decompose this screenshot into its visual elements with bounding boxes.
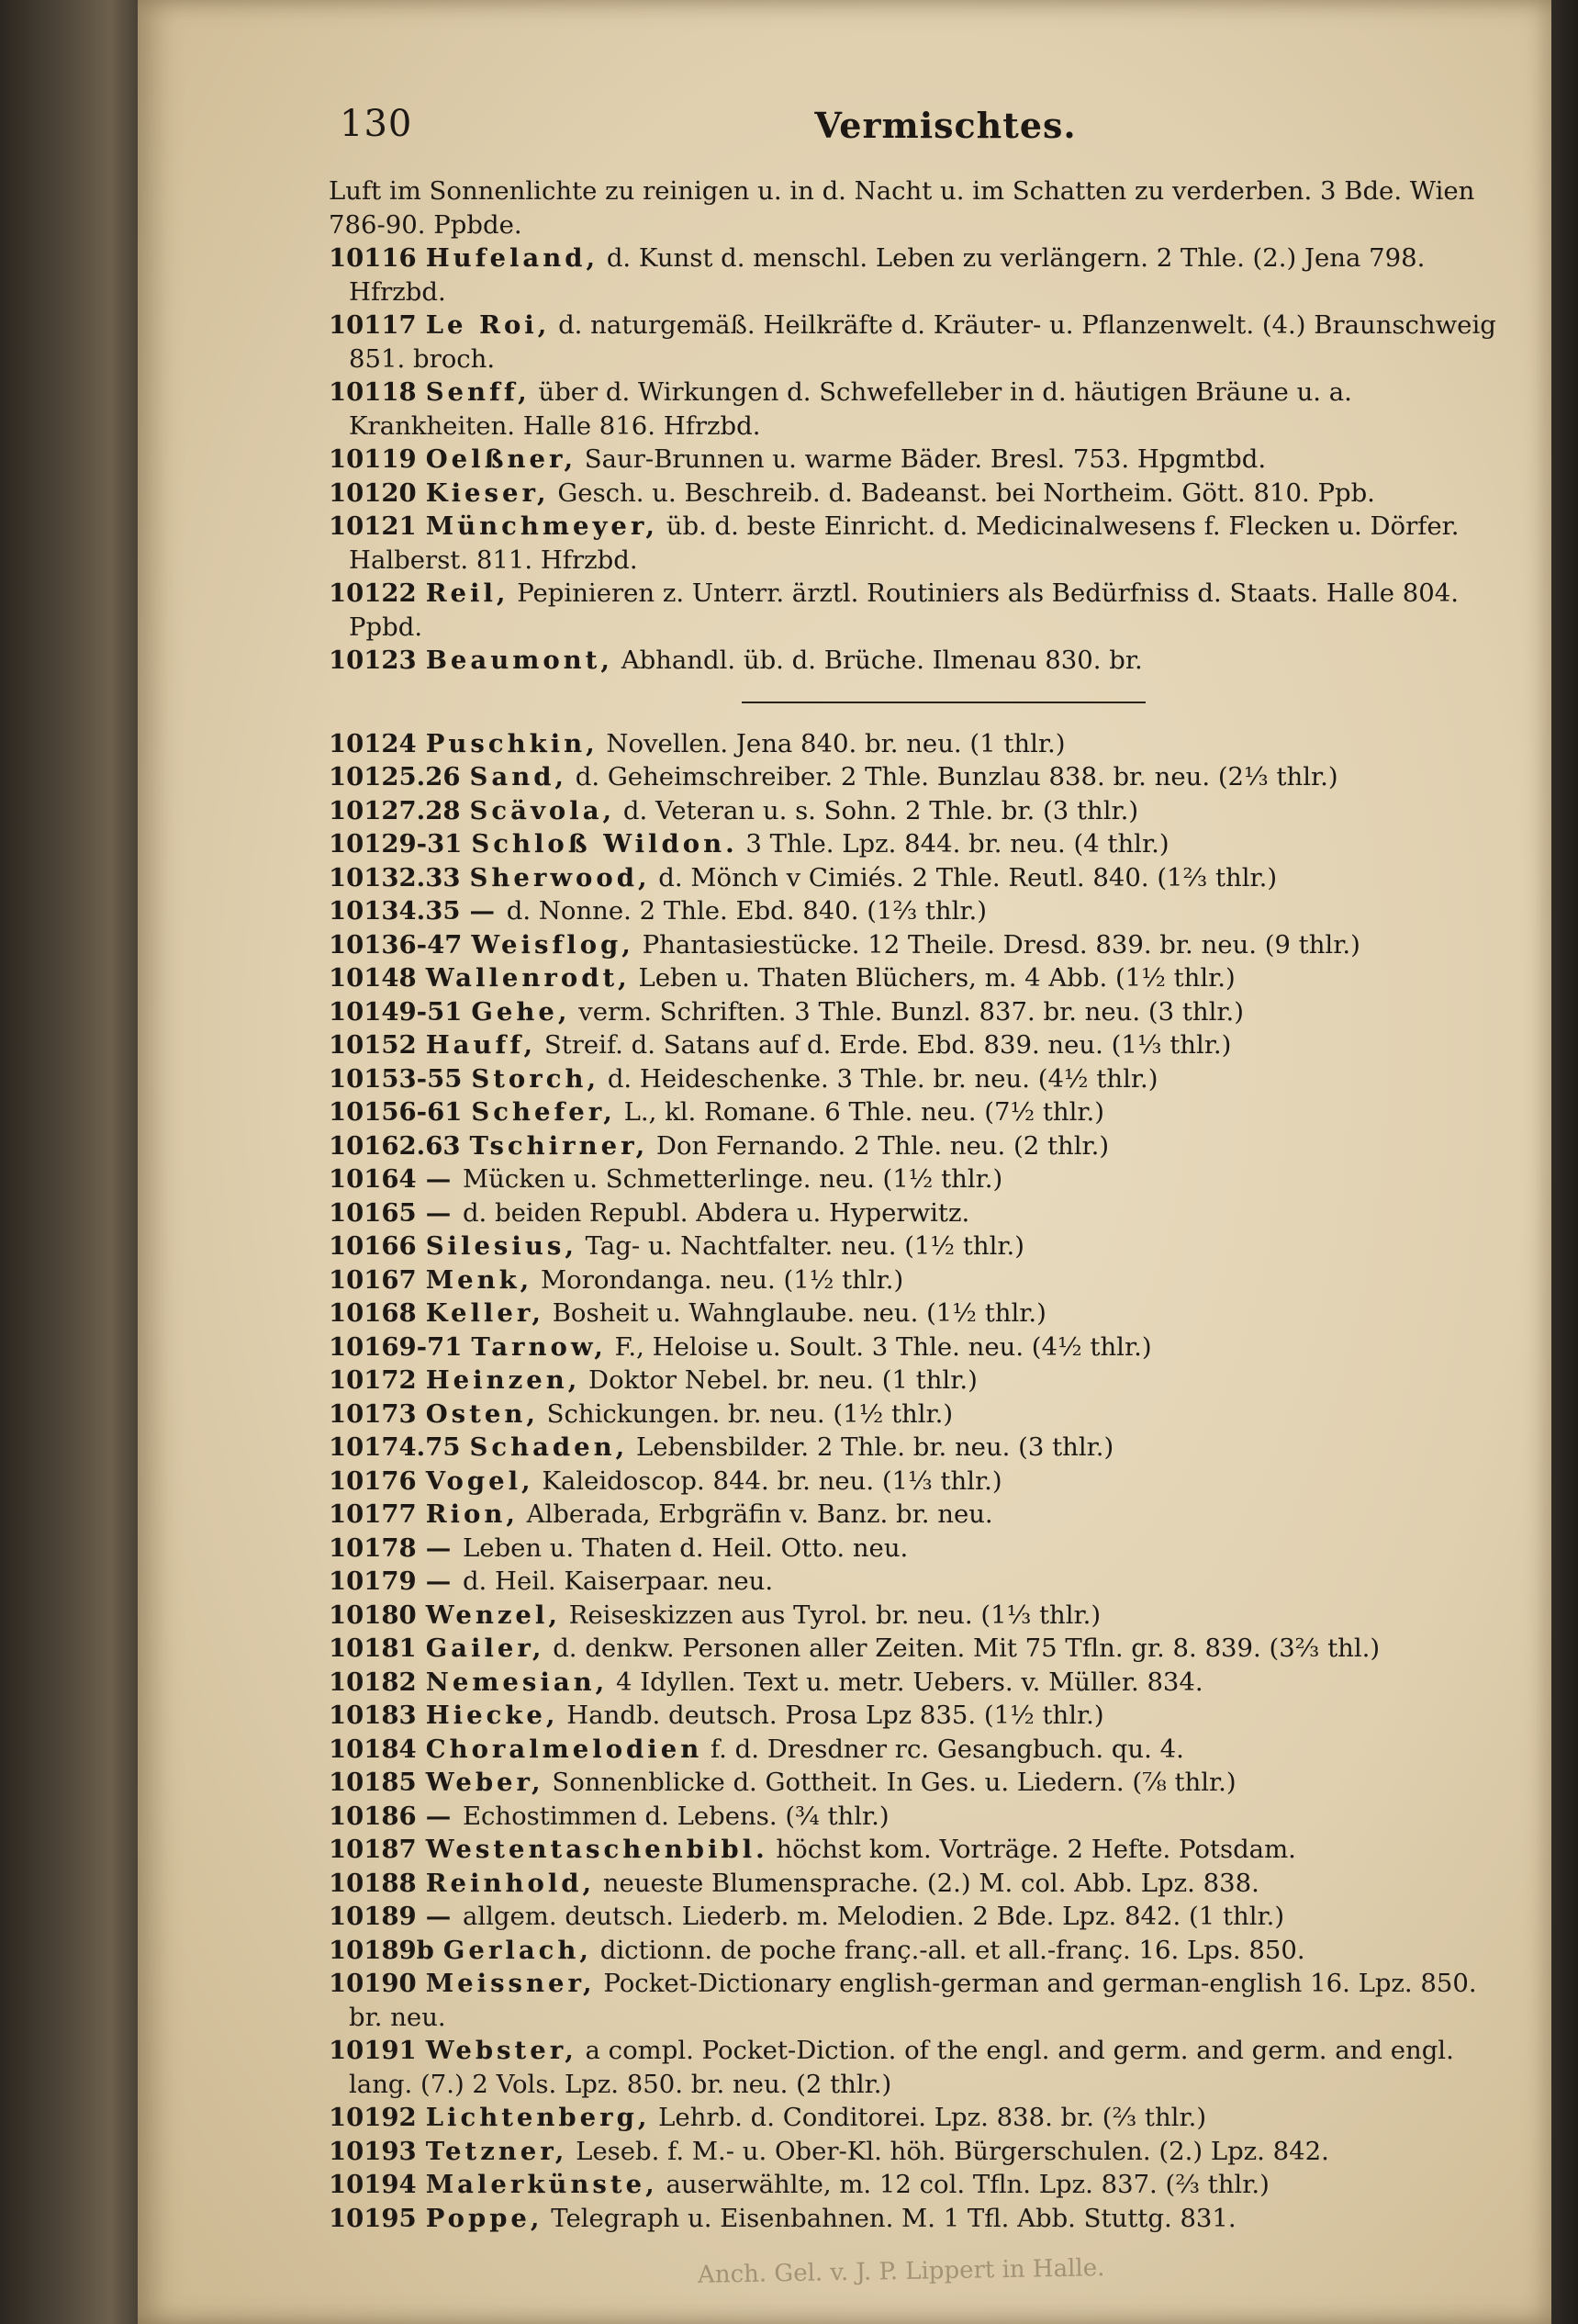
entry-number: 10153-55	[329, 1063, 463, 1094]
entry-text: d. naturgemäß. Heilkräfte d. Kräuter- u. Pflanzenwelt. (4.) Braunschweig 851. broch.	[349, 310, 1496, 374]
entry-author: Schaden,	[469, 1432, 629, 1462]
catalog-entry	[329, 1263, 1504, 1297]
entry-text: verm. Schriften. 3 Thle. Bunzl. 837. br. neu. (3 thlr.)	[578, 996, 1244, 1027]
entry-number: 10187	[329, 1835, 417, 1864]
catalog-entry	[329, 1330, 1504, 1364]
catalog-entry	[329, 1766, 1504, 1800]
catalog-entry	[329, 794, 1504, 828]
catalog-entry	[329, 1229, 1504, 1263]
entry-author: Tetzner,	[425, 2136, 568, 2166]
continuation-text: Luft im Sonnenlichte zu reinigen u. in d. Nacht u. im Schatten zu verderben. 3 Bde. Wien 786-90. Ppbde.	[329, 176, 1483, 240]
entry-number: 10116	[329, 243, 417, 273]
entry-author: Kieser,	[425, 477, 550, 508]
entry-text: d. Kunst d. menschl. Leben zu verlängern. 2 Thle. (2.) Jena 798. Hfrzbd.	[349, 243, 1426, 307]
catalog-entry	[329, 1532, 1504, 1566]
section-divider	[742, 702, 1146, 703]
catalog-entry	[329, 1465, 1504, 1499]
entry-text: Lehrb. d. Conditorei. Lpz. 838. br. (⅔ thlr.)	[658, 2103, 1207, 2132]
entry-text: Leseb. f. M.- u. Ober-Kl. höh. Bürgerschulen. (2.) Lpz. 842.	[576, 2136, 1329, 2166]
entry-text: Reiseskizzen aus Tyrol. br. neu. (1⅓ thlr.)	[568, 1600, 1102, 1630]
catalog-entry	[329, 1934, 1504, 1968]
entry-author: Senff,	[425, 377, 531, 407]
catalog-entry	[329, 2101, 1504, 2135]
entry-number: 10176	[329, 1465, 417, 1496]
entry-number: 10165	[329, 1197, 417, 1228]
catalog-entry	[329, 477, 1504, 511]
entry-author: —	[469, 896, 499, 926]
entry-number: 10122	[329, 578, 417, 608]
entry-text: über d. Wirkungen d. Schwefelleber in d. häutigen Bräune u. a. Krankheiten. Halle 816. Hfrzbd.	[349, 377, 1352, 441]
entry-author: Münchmeyer,	[425, 511, 658, 541]
entry-author: Malerkünste,	[425, 2170, 658, 2199]
entry-number: 10164	[329, 1164, 417, 1194]
page-header	[202, 103, 1505, 158]
entry-number: 10118	[329, 377, 417, 407]
catalog-entry	[329, 1297, 1504, 1330]
entry-text: Kaleidoscop. 844. br. neu. (1⅓ thlr.)	[542, 1465, 1002, 1496]
catalog-entry	[329, 1800, 1504, 1834]
entry-author: Gehe,	[471, 996, 571, 1027]
entry-author: Westentaschenbibl.	[425, 1835, 768, 1864]
catalog-entry	[329, 1632, 1504, 1666]
entry-number: 10134.35	[329, 896, 461, 926]
entry-author: Wallenrodt,	[425, 963, 631, 993]
catalog-entry	[329, 2202, 1504, 2236]
entry-number: 10168	[329, 1298, 417, 1328]
entry-number: 10120	[329, 477, 417, 508]
entry-number: 10123	[329, 646, 417, 675]
entry-number: 10129-31	[329, 829, 463, 859]
entry-text: Mücken u. Schmetterlinge. neu. (1½ thlr.)	[462, 1164, 1003, 1194]
entry-text: Lebensbilder. 2 Thle. br. neu. (3 thlr.)	[635, 1432, 1114, 1462]
entry-number: 10173	[329, 1398, 417, 1429]
catalog-entry	[329, 861, 1504, 895]
entry-text: Abhandl. üb. d. Brüche. Ilmenau 830. br.	[621, 646, 1143, 675]
catalog-entry	[329, 1062, 1504, 1096]
entry-text: F., Heloise u. Soult. 3 Thle. neu. (4½ thlr.)	[614, 1331, 1152, 1362]
entry-number: 10119	[329, 444, 417, 474]
entry-text: auserwählte, m. 12 col. Tfln. Lpz. 837. (⅔ thlr.)	[666, 2170, 1270, 2199]
entry-text: 4 Idyllen. Text u. metr. Uebers. v. Müller. 834.	[615, 1667, 1203, 1697]
bleed-through-text: Anch. Gel. v. J. P. Lippert in Halle.	[697, 2254, 1105, 2289]
entry-number: 10178	[329, 1532, 417, 1563]
catalog-entry	[329, 1431, 1504, 1465]
running-head: Vermischtes.	[814, 105, 1077, 146]
entry-text: Phantasiestücke. 12 Theile. Dresd. 839. br. neu. (9 thlr.)	[642, 929, 1360, 960]
catalog-entry	[329, 1196, 1504, 1230]
entry-author: Weisflog,	[471, 929, 634, 960]
entry-author: Hiecke,	[425, 1701, 559, 1730]
entry-text: dictionn. de poche franç.-all. et all.-franç. 16. Lps. 850.	[599, 1935, 1305, 1965]
entry-text: Handb. deutsch. Prosa Lpz 835. (1½ thlr.)	[566, 1701, 1104, 1730]
entry-group-medicine	[329, 241, 1504, 678]
entry-number: 10136-47	[329, 929, 463, 960]
entry-number: 10169-71	[329, 1331, 463, 1362]
catalog-entry	[329, 760, 1504, 794]
entry-number: 10181	[329, 1634, 417, 1663]
entry-text: neueste Blumensprache. (2.) M. col. Abb. Lpz. 838.	[602, 1868, 1259, 1898]
entry-text: d. Heideschenke. 3 Thle. br. neu. (4½ thlr.)	[607, 1063, 1158, 1094]
entry-author: Tschirner,	[469, 1130, 649, 1161]
entry-number: 10189b	[329, 1935, 434, 1965]
entry-text: Pepinieren z. Unterr. ärztl. Routiniers als Bedürfniss d. Staats. Halle 804. Ppbd.	[349, 578, 1460, 642]
entry-number: 10125.26	[329, 762, 461, 792]
entry-author: Sand,	[469, 762, 567, 792]
entry-number: 10167	[329, 1264, 417, 1295]
catalog-entry	[329, 1900, 1504, 1934]
entry-number: 10183	[329, 1701, 417, 1730]
entry-text: Novellen. Jena 840. br. neu. (1 thlr.)	[606, 728, 1066, 758]
catalog-entry	[329, 894, 1504, 928]
entry-number: 10149-51	[329, 996, 463, 1027]
entry-author: —	[425, 1197, 455, 1228]
entry-author: Rion,	[425, 1499, 519, 1529]
entry-text: L., kl. Romane. 6 Thle. neu. (7½ thlr.)	[623, 1097, 1105, 1127]
entry-text: Alberada, Erbgräfin v. Banz. br. neu.	[526, 1499, 993, 1529]
catalog-entry	[329, 1498, 1504, 1532]
entry-author: Scävola,	[469, 795, 616, 825]
entry-text: Gesch. u. Beschreib. d. Badeanst. bei Northeim. Gött. 810. Ppb.	[557, 477, 1375, 508]
catalog-entry	[329, 1129, 1504, 1163]
entry-author: Osten,	[425, 1398, 539, 1429]
entry-author: Puschkin,	[425, 728, 599, 758]
entry-author: Le Roi,	[425, 310, 551, 340]
catalog-entry	[329, 1867, 1504, 1901]
entry-number: 10174.75	[329, 1432, 461, 1462]
entry-number: 10192	[329, 2103, 417, 2132]
catalog-entry	[329, 995, 1504, 1029]
catalog-entry	[329, 309, 1504, 376]
catalog-entry	[329, 1364, 1504, 1398]
entry-number: 10189	[329, 1902, 417, 1931]
entry-text: d. Mönch v Cimiés. 2 Thle. Reutl. 840. (1⅔ thlr.)	[658, 862, 1278, 893]
entry-group-miscellany	[329, 727, 1504, 2236]
entry-text: Morondanga. neu. (1½ thlr.)	[541, 1264, 904, 1295]
catalog-entry	[329, 1398, 1504, 1431]
entry-author: —	[425, 1532, 455, 1563]
entry-author: Nemesian,	[425, 1667, 609, 1697]
catalog-entry	[329, 1095, 1504, 1129]
entry-number: 10193	[329, 2136, 417, 2166]
entry-number: 10190	[329, 1969, 417, 1998]
entry-number: 10191	[329, 2036, 417, 2065]
entry-number: 10188	[329, 1868, 417, 1898]
catalog-entry	[329, 928, 1504, 962]
entry-number: 10180	[329, 1600, 417, 1630]
entry-number: 10195	[329, 2203, 417, 2233]
entry-number: 10194	[329, 2170, 417, 2199]
entry-text: Telegraph u. Eisenbahnen. M. 1 Tfl. Abb. Stuttg. 831.	[551, 2203, 1237, 2233]
entry-text: d. beiden Republ. Abdera u. Hyperwitz.	[462, 1197, 970, 1228]
entry-text: Doktor Nebel. br. neu. (1 thlr.)	[588, 1365, 978, 1395]
entry-text: a compl. Pocket-Diction. of the engl. and germ. and germ. and engl. lang. (7.) 2 Vols. Lpz. 850. br. neu. (2 thlr.)	[349, 2036, 1454, 2099]
entry-number: 10156-61	[329, 1097, 463, 1127]
catalog-entry	[329, 443, 1504, 477]
entry-author: Heinzen,	[425, 1365, 581, 1395]
entry-author: Webster,	[425, 2036, 577, 2065]
entry-number: 10124	[329, 728, 417, 758]
entry-text: Leben u. Thaten d. Heil. Otto. neu.	[462, 1532, 909, 1563]
entry-text: f. d. Dresdner rc. Gesangbuch. qu. 4.	[710, 1734, 1184, 1764]
entry-author: Meissner,	[425, 1969, 596, 1998]
entry-number: 10127.28	[329, 795, 461, 825]
catalog-entry	[329, 1599, 1504, 1633]
entry-author: Lichtenberg,	[425, 2103, 651, 2132]
catalog-entry	[329, 376, 1504, 443]
catalog-entry	[329, 1028, 1504, 1062]
catalog-entry	[329, 2135, 1504, 2169]
catalog-entry	[329, 1699, 1504, 1733]
entry-text: Saur-Brunnen u. warme Bäder. Bresl. 753. Hpgmtbd.	[584, 444, 1267, 474]
entry-author: Sherwood,	[469, 862, 651, 893]
entry-text: d. Geheimschreiber. 2 Thle. Bunzlau 838. br. neu. (2⅓ thlr.)	[575, 762, 1338, 792]
catalog-entry	[329, 2168, 1504, 2202]
catalog-entry	[329, 727, 1504, 761]
entry-author: Gailer,	[425, 1634, 545, 1663]
entry-author: —	[425, 1566, 455, 1596]
entry-number: 10172	[329, 1365, 417, 1395]
entry-author: Silesius,	[425, 1231, 577, 1261]
entry-author: Weber,	[425, 1768, 544, 1797]
entry-author: Reinhold,	[425, 1868, 596, 1898]
catalog-entry	[329, 1162, 1504, 1196]
entry-number: 10162.63	[329, 1130, 461, 1161]
catalog-entry	[329, 510, 1504, 577]
catalog-entry	[329, 644, 1504, 678]
entry-number: 10132.33	[329, 862, 461, 893]
entry-text: Streif. d. Satans auf d. Erde. Ebd. 839. neu. (1⅓ thlr.)	[543, 1030, 1232, 1060]
catalog-entry	[329, 1733, 1504, 1767]
entry-author: Schefer,	[471, 1097, 616, 1127]
entry-number: 10182	[329, 1667, 417, 1697]
catalog-entry	[329, 961, 1504, 995]
catalog-entry	[329, 1967, 1504, 2034]
entry-author: Gerlach,	[442, 1935, 592, 1965]
entry-author: Schloß Wildon.	[471, 829, 738, 859]
entry-text: höchst kom. Vorträge. 2 Hefte. Potsdam.	[776, 1835, 1296, 1864]
entry-text: Schickungen. br. neu. (1½ thlr.)	[546, 1398, 954, 1429]
entry-text: Bosheit u. Wahnglaube. neu. (1½ thlr.)	[552, 1298, 1046, 1328]
entry-number: 10186	[329, 1801, 417, 1831]
entry-text: Sonnenblicke d. Gottheit. In Ges. u. Liedern. (⅞ thlr.)	[552, 1768, 1237, 1797]
entry-number: 10184	[329, 1734, 417, 1764]
entry-author: —	[425, 1902, 455, 1931]
catalog-entry	[329, 241, 1504, 309]
entry-number: 10121	[329, 511, 417, 541]
entry-text: üb. d. beste Einricht. d. Medicinalwesens f. Flecken u. Dörfer. Halberst. 811. Hfrzbd.	[349, 511, 1460, 575]
entry-text: d. Veteran u. s. Sohn. 2 Thle. br. (3 thlr.)	[622, 795, 1139, 825]
entry-number: 10117	[329, 310, 417, 340]
entry-number: 10177	[329, 1499, 417, 1529]
entry-author: Menk,	[425, 1264, 533, 1295]
entry-author: —	[425, 1164, 455, 1194]
entry-text: d. denkw. Personen aller Zeiten. Mit 75 Tfln. gr. 8. 839. (3⅔ thl.)	[553, 1634, 1381, 1663]
entry-text: Leben u. Thaten Blüchers, m. 4 Abb. (1½ thlr.)	[638, 963, 1236, 993]
entry-number: 10185	[329, 1768, 417, 1797]
catalog-entry	[329, 2034, 1504, 2101]
entry-author: Oelßner,	[425, 444, 577, 474]
catalog-entry	[329, 1565, 1504, 1599]
entry-author: Vogel,	[425, 1465, 534, 1496]
entry-author: Storch,	[471, 1063, 600, 1094]
entry-text: Don Fernando. 2 Thle. neu. (2 thlr.)	[655, 1130, 1110, 1161]
entry-author: Beaumont,	[425, 646, 613, 675]
entry-author: Poppe,	[425, 2203, 543, 2233]
entry-author: —	[425, 1801, 455, 1831]
entry-text: Tag- u. Nachtfalter. neu. (1½ thlr.)	[585, 1231, 1024, 1261]
entry-text: 3 Thle. Lpz. 844. br. neu. (4 thlr.)	[745, 829, 1170, 859]
catalog-entries	[329, 174, 1504, 2235]
entry-text: d. Heil. Kaiserpaar. neu.	[462, 1566, 774, 1596]
catalog-entry	[329, 827, 1504, 861]
entry-author: Hauff,	[425, 1030, 537, 1060]
entry-text: Echostimmen d. Lebens. (¾ thlr.)	[462, 1801, 890, 1831]
entry-author: Hufeland,	[425, 243, 599, 273]
entry-author: Wenzel,	[425, 1600, 561, 1630]
entry-author: Reil,	[425, 578, 509, 608]
entry-number: 10148	[329, 963, 417, 993]
catalog-entry	[329, 577, 1504, 644]
page-number: 130	[340, 103, 413, 145]
entry-text: Pocket-Dictionary english-german and german-english 16. Lpz. 850. br. neu.	[349, 1969, 1477, 2032]
catalog-entry	[329, 1833, 1504, 1867]
entry-text: d. Nonne. 2 Thle. Ebd. 840. (1⅔ thlr.)	[506, 896, 988, 926]
catalog-entry	[329, 1666, 1504, 1700]
entry-author: Choralmelodien	[425, 1734, 703, 1764]
entry-author: Keller,	[425, 1298, 544, 1328]
entry-number: 10166	[329, 1231, 417, 1261]
entry-number: 10152	[329, 1030, 417, 1060]
entry-text: allgem. deutsch. Liederb. m. Melodien. 2 Bde. Lpz. 842. (1 thlr.)	[462, 1902, 1285, 1931]
entry-author: Tarnow,	[471, 1331, 607, 1362]
entry-number: 10179	[329, 1566, 417, 1596]
